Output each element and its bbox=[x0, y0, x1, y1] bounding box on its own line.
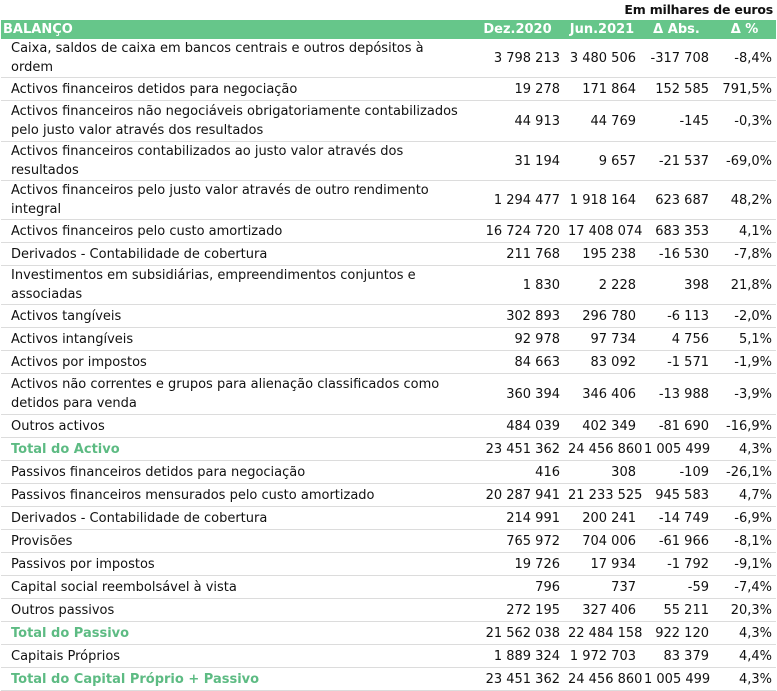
row-jun2021: 21 233 525 bbox=[564, 484, 640, 507]
row-abs: -145 bbox=[640, 101, 713, 142]
row-pct: -7,8% bbox=[713, 243, 776, 266]
table-row bbox=[1, 599, 776, 622]
row-jun2021: 24 456 860 bbox=[564, 668, 640, 691]
row-dec2020: 92 978 bbox=[471, 328, 564, 351]
table-row bbox=[1, 243, 776, 266]
row-abs: 922 120 bbox=[640, 622, 713, 645]
row-jun2021: 3 480 506 bbox=[564, 39, 640, 78]
table-row bbox=[1, 415, 776, 438]
row-jun2021: 1 972 703 bbox=[564, 645, 640, 668]
row-abs: 4 756 bbox=[640, 328, 713, 351]
row-dec2020: 21 562 038 bbox=[471, 622, 564, 645]
row-jun2021: 1 918 164 bbox=[564, 181, 640, 220]
row-pct: -69,0% bbox=[713, 142, 776, 181]
row-label: Outros activos bbox=[1, 415, 471, 438]
row-abs: -1 792 bbox=[640, 553, 713, 576]
row-jun2021: 22 484 158 bbox=[564, 622, 640, 645]
header-label: BALANÇO bbox=[3, 22, 73, 37]
row-label: Outros passivos bbox=[1, 599, 471, 622]
row-pct: -7,4% bbox=[713, 576, 776, 599]
header-dec2020: Dez.2020 bbox=[483, 22, 552, 37]
row-pct: 4,3% bbox=[713, 622, 776, 645]
row-label: Caixa, saldos de caixa em bancos centrais e outros depósitos à ordem bbox=[1, 39, 471, 78]
row-jun2021: 200 241 bbox=[564, 507, 640, 530]
row-pct: 21,8% bbox=[713, 266, 776, 305]
row-pct: 5,1% bbox=[713, 328, 776, 351]
table-header-row bbox=[1, 20, 776, 39]
table-row bbox=[1, 484, 776, 507]
row-jun2021: 171 864 bbox=[564, 78, 640, 101]
row-label: Activos financeiros pelo custo amortizado bbox=[1, 220, 471, 243]
row-pct: -9,1% bbox=[713, 553, 776, 576]
row-label: Provisões bbox=[1, 530, 471, 553]
row-pct: -6,9% bbox=[713, 507, 776, 530]
row-label: Passivos financeiros mensurados pelo custo amortizado bbox=[1, 484, 471, 507]
row-pct: 4,3% bbox=[713, 668, 776, 691]
table-row bbox=[1, 266, 776, 305]
row-jun2021: 308 bbox=[564, 461, 640, 484]
row-dec2020: 20 287 941 bbox=[471, 484, 564, 507]
row-dec2020: 214 991 bbox=[471, 507, 564, 530]
row-label: Activos financeiros contabilizados ao justo valor através dos resultados bbox=[1, 142, 471, 181]
row-dec2020: 44 913 bbox=[471, 101, 564, 142]
row-pct: 4,7% bbox=[713, 484, 776, 507]
row-abs: 945 583 bbox=[640, 484, 713, 507]
row-dec2020: 765 972 bbox=[471, 530, 564, 553]
header-pct: Δ % bbox=[730, 22, 759, 37]
table-row bbox=[1, 351, 776, 374]
row-abs: 1 005 499 bbox=[640, 668, 713, 691]
row-jun2021: 346 406 bbox=[564, 374, 640, 415]
row-pct: -2,0% bbox=[713, 305, 776, 328]
table-row bbox=[1, 142, 776, 181]
row-label: Derivados - Contabilidade de cobertura bbox=[1, 243, 471, 266]
row-label: Activos por impostos bbox=[1, 351, 471, 374]
row-abs: 683 353 bbox=[640, 220, 713, 243]
row-pct: -26,1% bbox=[713, 461, 776, 484]
table-row bbox=[1, 181, 776, 220]
row-dec2020: 16 724 720 bbox=[471, 220, 564, 243]
row-abs: -81 690 bbox=[640, 415, 713, 438]
row-label: Capital social reembolsável à vista bbox=[1, 576, 471, 599]
table-row bbox=[1, 507, 776, 530]
row-label: Derivados - Contabilidade de cobertura bbox=[1, 507, 471, 530]
row-jun2021: 296 780 bbox=[564, 305, 640, 328]
row-jun2021: 704 006 bbox=[564, 530, 640, 553]
header-jun2021: Jun.2021 bbox=[569, 22, 635, 37]
row-dec2020: 1 830 bbox=[471, 266, 564, 305]
row-dec2020: 796 bbox=[471, 576, 564, 599]
table-row bbox=[1, 576, 776, 599]
total-label: Total do Activo bbox=[1, 438, 471, 461]
total-row bbox=[1, 438, 776, 461]
row-dec2020: 360 394 bbox=[471, 374, 564, 415]
row-abs: 398 bbox=[640, 266, 713, 305]
row-label: Passivos financeiros detidos para negociação bbox=[1, 461, 471, 484]
row-pct: 20,3% bbox=[713, 599, 776, 622]
row-abs: 55 211 bbox=[640, 599, 713, 622]
row-dec2020: 23 451 362 bbox=[471, 668, 564, 691]
row-dec2020: 19 726 bbox=[471, 553, 564, 576]
row-label: Investimentos em subsidiárias, empreendimentos conjuntos e associadas bbox=[1, 266, 471, 305]
row-pct: -3,9% bbox=[713, 374, 776, 415]
row-dec2020: 1 889 324 bbox=[471, 645, 564, 668]
row-pct: -16,9% bbox=[713, 415, 776, 438]
row-abs: -14 749 bbox=[640, 507, 713, 530]
row-label: Activos intangíveis bbox=[1, 328, 471, 351]
table-row bbox=[1, 374, 776, 415]
row-label: Activos tangíveis bbox=[1, 305, 471, 328]
row-pct: 4,1% bbox=[713, 220, 776, 243]
row-dec2020: 484 039 bbox=[471, 415, 564, 438]
row-abs: -61 966 bbox=[640, 530, 713, 553]
row-dec2020: 3 798 213 bbox=[471, 39, 564, 78]
row-dec2020: 416 bbox=[471, 461, 564, 484]
row-dec2020: 84 663 bbox=[471, 351, 564, 374]
row-abs: 623 687 bbox=[640, 181, 713, 220]
row-pct: -1,9% bbox=[713, 351, 776, 374]
row-dec2020: 31 194 bbox=[471, 142, 564, 181]
row-jun2021: 17 934 bbox=[564, 553, 640, 576]
row-abs: -13 988 bbox=[640, 374, 713, 415]
balance-sheet-table bbox=[1, 20, 776, 691]
row-dec2020: 19 278 bbox=[471, 78, 564, 101]
unit-note-text: Em milhares de euros bbox=[624, 2, 773, 17]
row-dec2020: 23 451 362 bbox=[471, 438, 564, 461]
row-jun2021: 97 734 bbox=[564, 328, 640, 351]
row-label: Passivos por impostos bbox=[1, 553, 471, 576]
table-row bbox=[1, 220, 776, 243]
row-abs: 1 005 499 bbox=[640, 438, 713, 461]
row-pct: -0,3% bbox=[713, 101, 776, 142]
table-row bbox=[1, 328, 776, 351]
row-label: Activos não correntes e grupos para alienação classificados como detidos para venda bbox=[1, 374, 471, 415]
row-pct: -8,4% bbox=[713, 39, 776, 78]
row-pct: 791,5% bbox=[713, 78, 776, 101]
row-pct: 48,2% bbox=[713, 181, 776, 220]
row-abs: -317 708 bbox=[640, 39, 713, 78]
row-jun2021: 83 092 bbox=[564, 351, 640, 374]
row-abs: -59 bbox=[640, 576, 713, 599]
row-dec2020: 211 768 bbox=[471, 243, 564, 266]
row-jun2021: 44 769 bbox=[564, 101, 640, 142]
row-jun2021: 24 456 860 bbox=[564, 438, 640, 461]
table-row bbox=[1, 101, 776, 142]
table-row bbox=[1, 39, 776, 78]
table-row bbox=[1, 461, 776, 484]
table-row bbox=[1, 553, 776, 576]
row-label: Activos financeiros detidos para negociação bbox=[1, 78, 471, 101]
row-abs: -6 113 bbox=[640, 305, 713, 328]
total-row bbox=[1, 622, 776, 645]
row-jun2021: 9 657 bbox=[564, 142, 640, 181]
table-row bbox=[1, 645, 776, 668]
row-label: Activos financeiros pelo justo valor através de outro rendimento integral bbox=[1, 181, 471, 220]
table-row bbox=[1, 530, 776, 553]
row-abs: -1 571 bbox=[640, 351, 713, 374]
row-dec2020: 302 893 bbox=[471, 305, 564, 328]
total-label: Total do Passivo bbox=[1, 622, 471, 645]
row-jun2021: 737 bbox=[564, 576, 640, 599]
row-abs: -21 537 bbox=[640, 142, 713, 181]
row-label: Activos financeiros não negociáveis obrigatoriamente contabilizados pelo justo valor através dos resultados bbox=[1, 101, 471, 142]
row-abs: 152 585 bbox=[640, 78, 713, 101]
row-abs: -16 530 bbox=[640, 243, 713, 266]
row-jun2021: 195 238 bbox=[564, 243, 640, 266]
table-row bbox=[1, 305, 776, 328]
table-row bbox=[1, 78, 776, 101]
row-jun2021: 17 408 074 bbox=[564, 220, 640, 243]
row-abs: -109 bbox=[640, 461, 713, 484]
row-jun2021: 327 406 bbox=[564, 599, 640, 622]
row-pct: -8,1% bbox=[713, 530, 776, 553]
row-pct: 4,3% bbox=[713, 438, 776, 461]
row-jun2021: 2 228 bbox=[564, 266, 640, 305]
total-label: Total do Capital Próprio + Passivo bbox=[1, 668, 471, 691]
row-jun2021: 402 349 bbox=[564, 415, 640, 438]
row-label: Capitais Próprios bbox=[1, 645, 471, 668]
unit-note bbox=[0, 0, 777, 20]
row-dec2020: 1 294 477 bbox=[471, 181, 564, 220]
row-dec2020: 272 195 bbox=[471, 599, 564, 622]
total-row bbox=[1, 668, 776, 691]
row-abs: 83 379 bbox=[640, 645, 713, 668]
header-abs: Δ Abs. bbox=[653, 22, 700, 37]
row-pct: 4,4% bbox=[713, 645, 776, 668]
